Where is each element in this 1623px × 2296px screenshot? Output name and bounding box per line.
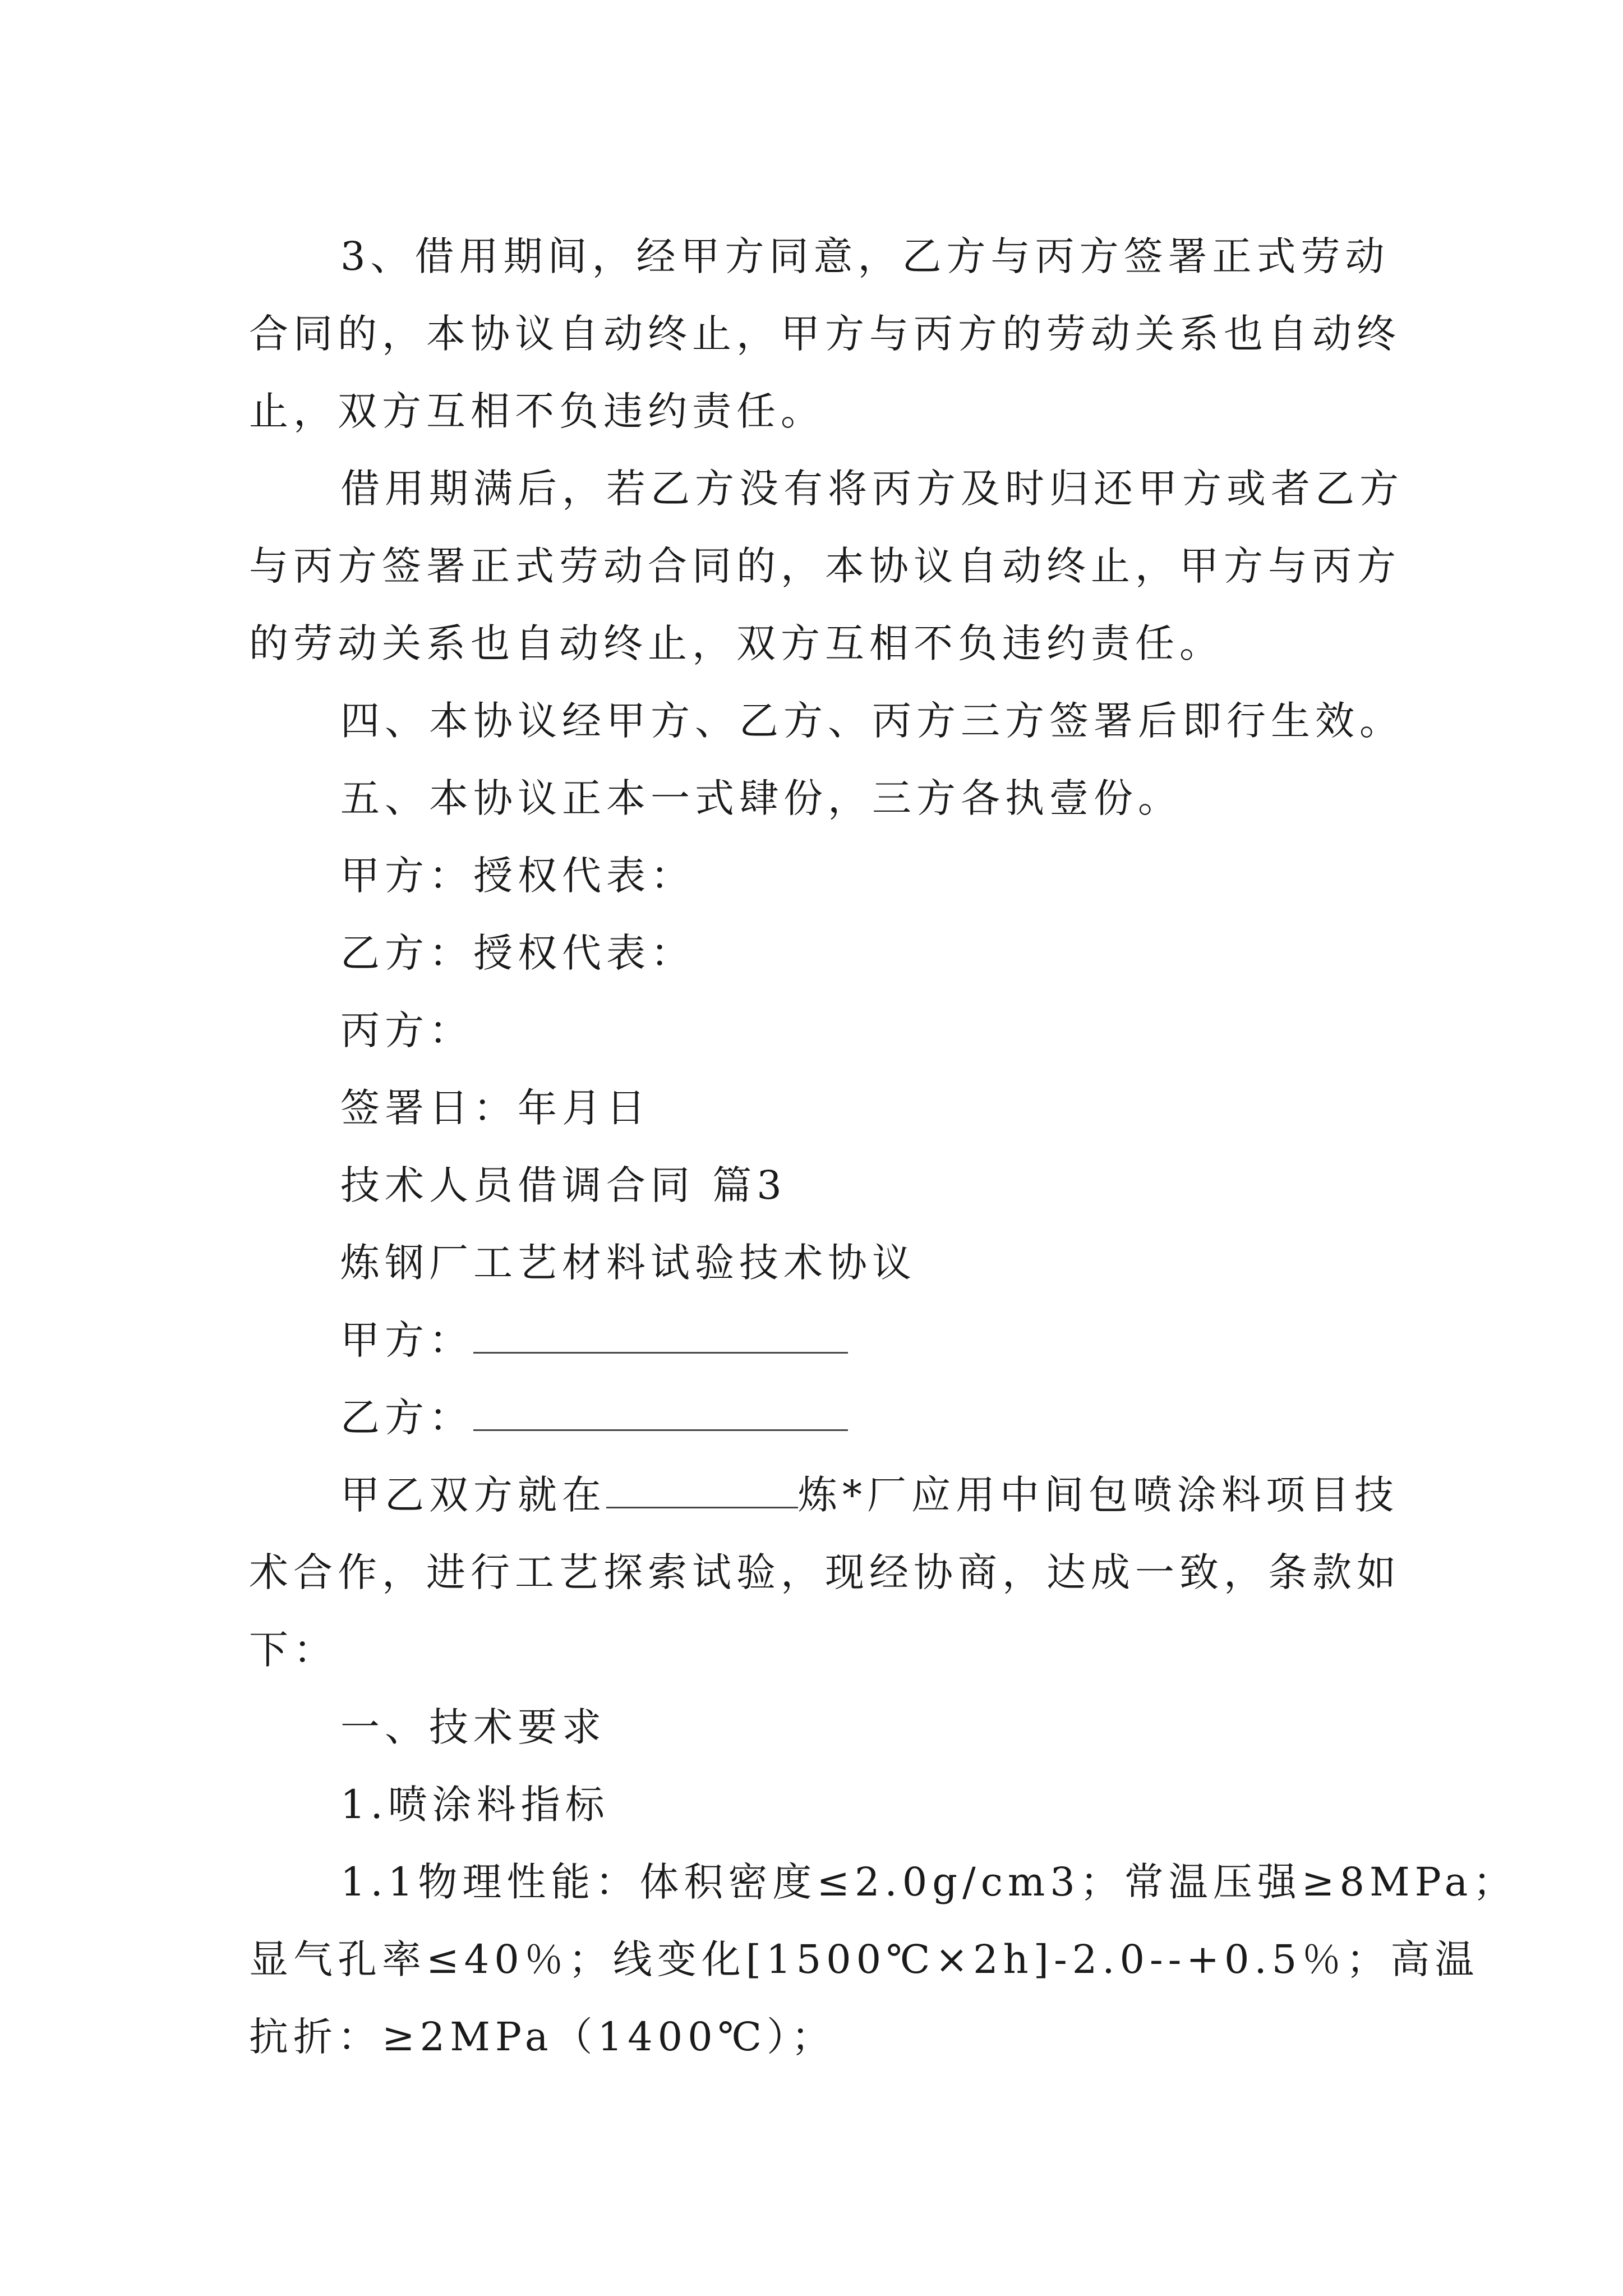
text-line: 抗折：≥2MPa（1400℃）； <box>249 2014 836 2060</box>
clause-4: 四、本协议经甲方、乙方、丙方三方签署后即行生效。 <box>340 698 1404 744</box>
text-line: 止，双方互相不负违约责任。 <box>249 388 825 434</box>
paragraph-clause-3 <box>249 218 1401 450</box>
text-line: 1.1物理性能：体积密度≤2.0g/cm3；常温压强≥8MPa； <box>340 1859 1518 1905</box>
location-blank <box>606 1472 798 1508</box>
section-title: 技术人员借调合同 篇3 <box>340 1162 787 1208</box>
text-line: 下： <box>249 1627 338 1673</box>
party-c-signature-line: 丙方： <box>340 1007 473 1053</box>
paragraph-term-expiry <box>249 450 1404 682</box>
party-b-label: 乙方： <box>340 1395 473 1441</box>
party-b-blank <box>473 1395 848 1431</box>
party-b-field <box>249 1379 1393 1456</box>
party-a-label: 甲方： <box>340 1317 473 1363</box>
document-body <box>249 218 1518 2076</box>
intro-prefix: 甲乙双方就在 <box>340 1472 606 1518</box>
signing-date-line: 签署日：年月日 <box>340 1085 651 1131</box>
clause-5: 五、本协议正本一式肆份，三方各执壹份。 <box>340 775 1182 821</box>
text-line: 3、借用期间，经甲方同意，乙方与丙方签署正式劳动 <box>340 233 1390 279</box>
party-a-blank <box>473 1317 848 1354</box>
text-line: 借用期满后，若乙方没有将丙方及时归还甲方或者乙方 <box>340 466 1404 512</box>
text-line <box>249 1456 1399 1534</box>
party-a-field <box>249 1301 1393 1379</box>
party-b-signature-line: 乙方：授权代表： <box>340 930 695 976</box>
text-line: 术合作，进行工艺探索试验，现经协商，达成一致，条款如 <box>249 1549 1401 1595</box>
party-a-signature-line: 甲方：授权代表： <box>340 853 695 899</box>
paragraph-physical-properties <box>249 1843 1518 2076</box>
text-line: 显气孔率≤40％；线变化[1500℃×2h]-2.0--+0.5％；高温 <box>249 1936 1479 1982</box>
agreement-title: 炼钢厂工艺材料试验技术协议 <box>340 1240 916 1286</box>
text-line: 与丙方签署正式劳动合同的，本协议自动终止，甲方与丙方 <box>249 543 1401 589</box>
paragraph-intro <box>249 1456 1401 1688</box>
heading-coating-indicators: 1.喷涂料指标 <box>340 1782 610 1828</box>
text-line: 的劳动关系也自动终止，双方互相不负违约责任。 <box>249 620 1224 666</box>
text-line: 合同的，本协议自动终止，甲方与丙方的劳动关系也自动终 <box>249 311 1401 357</box>
heading-technical-requirements: 一、技术要求 <box>340 1704 606 1750</box>
intro-suffix: 炼*厂应用中间包喷涂料项目技 <box>798 1472 1399 1518</box>
